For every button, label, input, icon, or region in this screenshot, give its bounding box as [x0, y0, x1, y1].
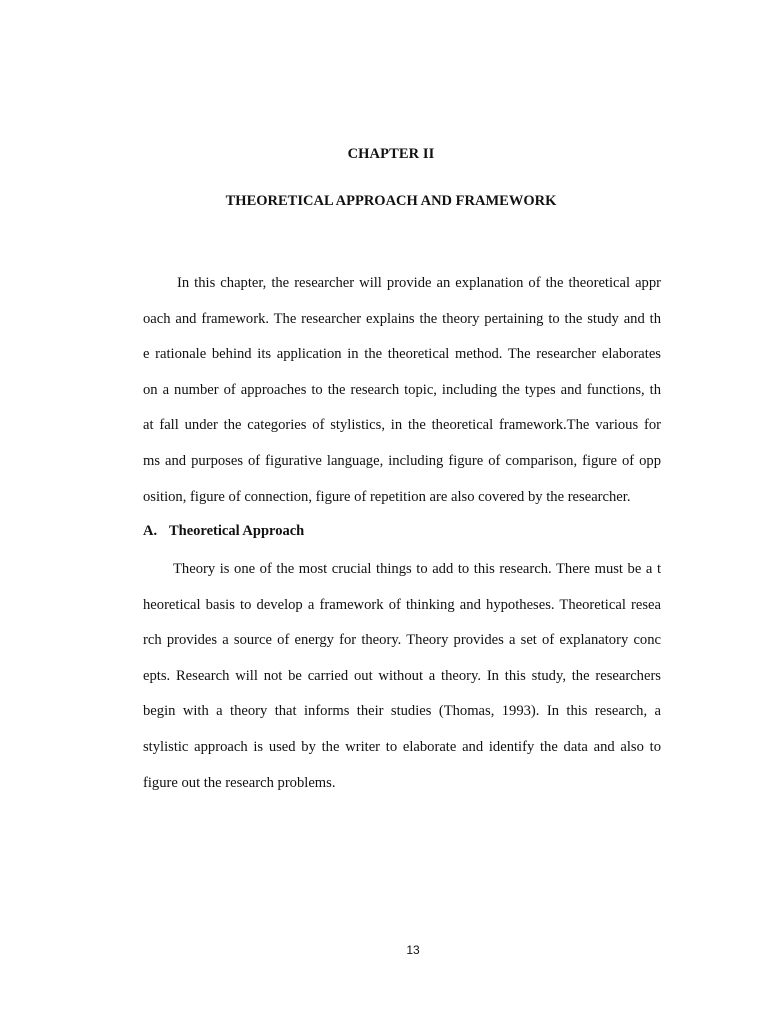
paragraph-line: heoretical basis to develop a framework of thinking and hypotheses. Theoretical resea	[143, 596, 661, 613]
paragraph-line: osition, figure of connection, figure of repetition are also covered by the researcher.	[143, 488, 631, 505]
section-heading-title: Theoretical Approach	[169, 523, 305, 539]
page-number: 13	[406, 943, 420, 957]
theory-paragraph	[143, 559, 661, 808]
paragraph-line: e rationale behind its application in the theoretical method. The researcher elaborates	[143, 346, 661, 363]
chapter-title: THEORETICAL APPROACH AND FRAMEWORK	[225, 193, 557, 209]
paragraph-line: begin with a theory that informs their studies (Thomas, 1993). In this research, a	[143, 703, 661, 720]
paragraph-line: at fall under the categories of stylistics, in the theoretical framework.The various for	[143, 417, 661, 434]
section-letter: A.	[143, 523, 158, 539]
paragraph-line: oach and framework. The researcher explains the theory pertaining to the study and th	[143, 310, 661, 327]
section-heading	[143, 523, 304, 540]
paragraph-line: ms and purposes of figurative language, including figure of comparison, figure of opp	[143, 452, 661, 469]
paragraph-line: rch provides a source of energy for theory. Theory provides a set of explanatory conc	[143, 632, 661, 649]
paragraph-line: epts. Research will not be carried out without a theory. In this study, the researchers	[143, 667, 661, 684]
paragraph-line: Theory is one of the most crucial things to add to this research. There must be a t	[173, 561, 661, 577]
paragraph-line: figure out the research problems.	[143, 774, 336, 791]
paragraph-line: stylistic approach is used by the writer to elaborate and identify the data and also to	[143, 738, 661, 755]
paragraph-line: In this chapter, the researcher will provide an explanation of the theoretical appr	[177, 275, 661, 291]
chapter-heading: CHAPTER II	[347, 146, 435, 162]
paragraph-line: on a number of approaches to the research topic, including the types and functions, th	[143, 381, 661, 398]
intro-paragraph	[143, 273, 661, 522]
